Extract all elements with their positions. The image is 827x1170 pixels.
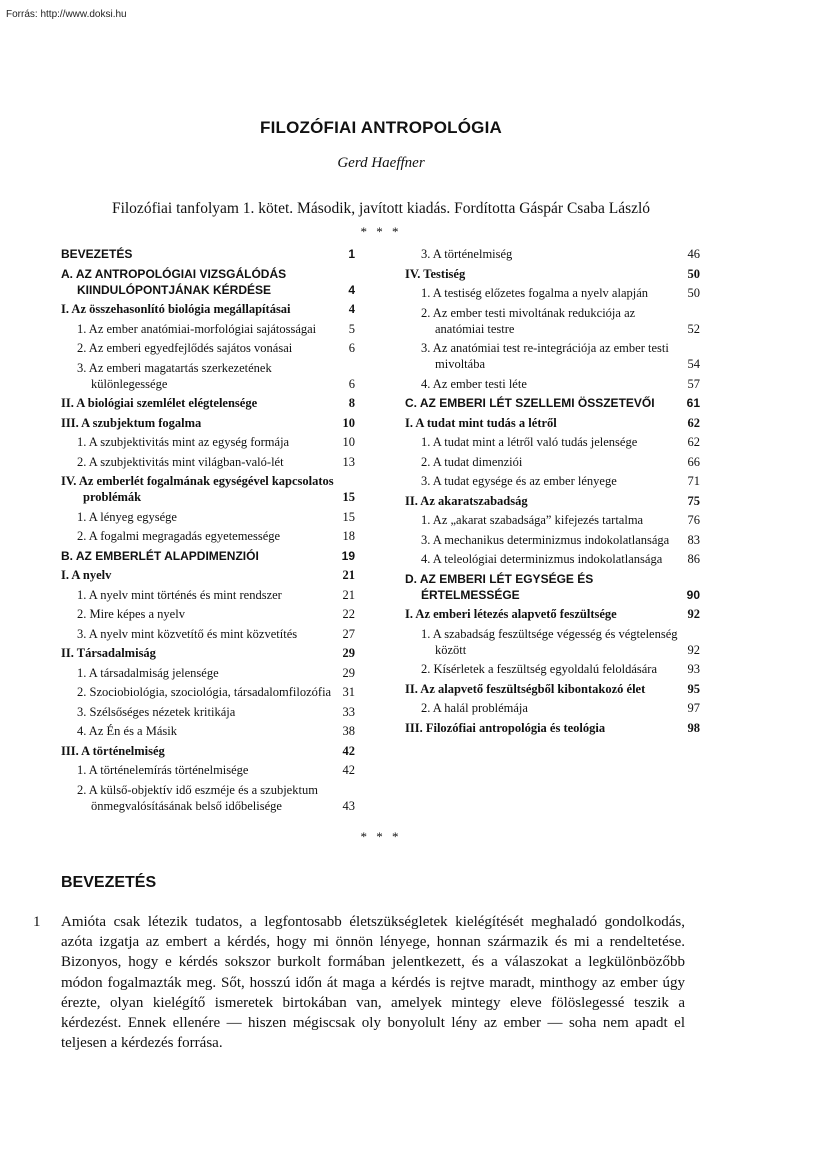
- toc-entry-label: IV. Az emberlét fogalmának egységével kapcsolatos problémák: [61, 474, 334, 504]
- toc-entry-page: 13: [342, 454, 355, 469]
- toc-entry-label: BEVEZETÉS: [61, 247, 133, 261]
- toc-entry-label: 1. A szubjektivitás mint az egység formája: [77, 435, 290, 449]
- toc-entry[interactable]: [61, 266, 355, 298]
- toc-entry-page: 42: [342, 763, 355, 777]
- toc-entry-page: 33: [342, 704, 355, 719]
- toc-entry[interactable]: [61, 548, 355, 564]
- toc-entry-page: 62: [687, 415, 700, 430]
- toc-entry-label: 1. A tudat mint a létről való tudás jelensége: [421, 435, 638, 449]
- toc-entry[interactable]: [405, 415, 700, 431]
- toc-entry-label: 1. A társadalmiság jelensége: [77, 665, 219, 680]
- toc-entry-label: 3. A történelmiség: [421, 247, 513, 261]
- toc-entry-label: II. A biológiai szemlélet elégtelensége: [61, 396, 258, 410]
- toc-entry[interactable]: [405, 305, 700, 337]
- toc-entry-page: 4: [348, 282, 355, 297]
- toc-entry[interactable]: [405, 700, 700, 716]
- toc-entry[interactable]: [405, 720, 700, 736]
- toc-entry-page: 50: [687, 266, 700, 281]
- toc-entry[interactable]: [61, 509, 355, 525]
- toc-entry-label: 2. Mire képes a nyelv: [77, 607, 185, 621]
- toc-entry[interactable]: [405, 246, 700, 262]
- toc-entry[interactable]: [405, 681, 700, 697]
- toc-entry-page: 57: [687, 376, 700, 391]
- toc-entry-label: 2. A külső-objektív idő eszméje és a szubjektum önmegvalósításának belső időbelisége: [77, 782, 318, 813]
- toc-entry-label: A. AZ ANTROPOLÓGIAI VIZSGÁLÓDÁS KIINDULÓPONTJÁNAK KÉRDÉSE: [61, 266, 287, 297]
- toc-entry-page: 75: [687, 493, 700, 508]
- toc-entry[interactable]: [405, 532, 700, 548]
- toc-entry-page: 10: [342, 415, 355, 430]
- toc-entry[interactable]: [61, 567, 355, 583]
- toc-entry-page: 86: [687, 552, 700, 566]
- paragraph-number: 1: [33, 914, 41, 930]
- toc-entry-label: 3. A mechanikus determinizmus indokolatlansága: [421, 532, 670, 547]
- toc-entry[interactable]: [405, 340, 700, 372]
- toc-entry-label: III. Filozófiai antropológia és teológia: [405, 720, 606, 735]
- toc-entry[interactable]: [61, 606, 355, 622]
- toc-entry[interactable]: [61, 704, 355, 720]
- toc-entry-page: 46: [687, 247, 700, 261]
- toc-entry-page: 21: [342, 587, 355, 602]
- toc-entry[interactable]: [61, 321, 355, 337]
- toc-entry-label: C. AZ EMBERI LÉT SZELLEMI ÖSSZETEVŐI: [405, 396, 655, 410]
- toc-entry-page: 31: [342, 685, 355, 699]
- toc-entry-label: I. A nyelv: [61, 568, 112, 582]
- toc-entry[interactable]: [405, 661, 700, 677]
- toc-entry-label: 2. Kísérletek a feszültség egyoldalú feloldására: [421, 662, 658, 676]
- toc-entry-page: 29: [342, 665, 355, 680]
- toc-entry-label: 1. Az ember anatómiai-morfológiai sajátosságai: [77, 321, 317, 336]
- body-paragraph: Amióta csak létezik tudatos, a legfontosabb életszükségletek kielégítését meghaladó gondolkodás, azóta izgatja az embert a kérdés, hogy mi önnön lényege, honnan származik és mi a rendeltetése. Bizonyos, hogy e kérdés sokszor burkolt formában jelentkezett, és a válaszokat a legkülönbözőbb módon fogalmazták meg. Sőt, hosszú időn át maga a kérdés is rejtve maradt, minthogy az ember úgy érezte, olyan kielégítő ismeretek birtokában van, amelyek mintegy eleve fölöslegessé teszik a kérdezést. Ennek ellenére — hiszen mégiscsak oly bonyolult lény az ember — soha nem apadt el teljesen a kérdezés forrása.: [61, 914, 685, 1052]
- toc-entry[interactable]: [61, 360, 355, 392]
- toc-entry-label: B. AZ EMBERLÉT ALAPDIMENZIÓI: [61, 548, 259, 563]
- toc-entry-label: 2. A halál problémája: [421, 701, 528, 715]
- toc-entry-page: 97: [687, 701, 700, 715]
- toc-entry-page: 83: [687, 532, 700, 547]
- toc-entry[interactable]: [61, 528, 355, 544]
- toc-entry-page: 95: [687, 681, 700, 696]
- toc-entry[interactable]: [405, 395, 700, 411]
- toc-entry-label: IV. Testiség: [405, 266, 466, 281]
- toc-entry[interactable]: [61, 473, 355, 505]
- toc-entry[interactable]: [405, 376, 700, 392]
- toc-entry-label: II. Az alapvető feszültségből kibontakozó élet: [405, 681, 646, 696]
- toc-entry-label: I. Az összehasonlító biológia megállapításai: [61, 302, 291, 316]
- toc-entry[interactable]: [61, 415, 355, 431]
- section-heading: BEVEZETÉS: [61, 874, 157, 891]
- toc-entry-label: 2. Szociobiológia, szociológia, társadalomfilozófia: [77, 685, 332, 699]
- toc-entry-page: 6: [348, 376, 355, 391]
- toc-entry-page: 21: [342, 568, 355, 582]
- toc-entry-label: 2. A fogalmi megragadás egyetemessége: [77, 529, 281, 543]
- toc-entry-page: 8: [348, 396, 355, 410]
- toc-entry-page: 10: [342, 435, 355, 449]
- toc-entry[interactable]: [61, 340, 355, 356]
- toc-entry-page: 29: [342, 646, 355, 660]
- toc-entry-page: 66: [687, 454, 700, 469]
- author: Gerd Haeffner: [337, 155, 425, 171]
- source-label[interactable]: Forrás: http://www.doksi.hu: [6, 9, 127, 20]
- toc-entry-label: 3. A tudat egysége és az ember lényege: [421, 474, 617, 488]
- toc-entry-page: 54: [687, 357, 700, 371]
- toc-entry-page: 93: [687, 662, 700, 676]
- toc-entry[interactable]: [61, 684, 355, 700]
- toc-entry-label: II. Az akaratszabadság: [405, 493, 528, 508]
- subtitle: Filozófiai tanfolyam 1. kötet. Második, javított kiadás. Fordította Gáspár Csaba László: [111, 200, 651, 217]
- toc-entry-label: 2. A szubjektivitás mint világban-való-lét: [77, 454, 284, 469]
- toc-entry[interactable]: [61, 434, 355, 450]
- toc-entry[interactable]: [61, 454, 355, 470]
- separator-bottom: * * *: [360, 829, 402, 844]
- toc-entry-label: 1. A nyelv mint történés és mint rendszer: [77, 587, 282, 602]
- toc-entry-page: 61: [686, 396, 700, 410]
- toc-entry-label: 4. Az ember testi léte: [421, 376, 527, 391]
- toc-left-column: [61, 246, 355, 817]
- toc-entry[interactable]: [405, 434, 700, 450]
- toc-right-column: [405, 246, 700, 739]
- toc-entry[interactable]: [61, 246, 355, 262]
- toc-entry[interactable]: [405, 473, 700, 489]
- toc-entry[interactable]: [61, 587, 355, 603]
- toc-entry-page: 52: [687, 321, 700, 336]
- toc-entry-page: 43: [342, 798, 355, 813]
- toc-entry-page: 15: [342, 509, 355, 524]
- toc-entry-page: 50: [687, 286, 700, 300]
- toc-entry[interactable]: [61, 626, 355, 642]
- toc-entry-label: III. A történelmiség: [61, 743, 165, 758]
- toc-entry-page: 71: [687, 474, 700, 488]
- toc-entry[interactable]: [405, 551, 700, 567]
- toc-entry[interactable]: [405, 266, 700, 282]
- toc-entry-page: 19: [341, 548, 355, 563]
- toc-entry-label: III. A szubjektum fogalma: [61, 415, 202, 430]
- toc-entry[interactable]: [61, 395, 355, 411]
- toc-entry-label: I. A tudat mint tudás a létről: [405, 415, 557, 430]
- toc-entry-label: 3. Szélsőséges nézetek kritikája: [77, 704, 236, 719]
- toc-entry-page: 76: [687, 513, 700, 527]
- toc-entry-page: 5: [348, 321, 355, 336]
- toc-entry-label: 4. A teleológiai determinizmus indokolatlansága: [421, 552, 663, 566]
- toc-entry-label: 2. Az ember testi mivoltának redukciója az anatómiai testre: [421, 305, 636, 336]
- toc-entry[interactable]: [405, 606, 700, 622]
- toc-entry-label: 1. Az „akarat szabadsága” kifejezés tartalma: [421, 513, 644, 527]
- toc-entry-label: 1. A lényeg egysége: [77, 509, 177, 524]
- toc-entry[interactable]: [405, 626, 700, 658]
- toc-entry[interactable]: [405, 571, 700, 603]
- toc-entry-page: 92: [687, 642, 700, 657]
- toc-entry-page: 27: [342, 626, 355, 641]
- document-title: FILOZÓFIAI ANTROPOLÓGIA: [260, 118, 502, 137]
- toc-entry-label: 3. A nyelv mint közvetítő és mint közvetítés: [77, 626, 298, 641]
- toc-entry-label: II. Társadalmiság: [61, 646, 156, 660]
- toc-entry-page: 92: [687, 607, 700, 621]
- toc-entry-page: 6: [348, 341, 355, 355]
- toc-entry-page: 98: [687, 720, 700, 735]
- toc-entry[interactable]: [61, 301, 355, 317]
- toc-entry-page: 18: [342, 529, 355, 543]
- toc-entry[interactable]: [405, 512, 700, 528]
- toc-entry[interactable]: [61, 645, 355, 661]
- toc-entry[interactable]: [61, 723, 355, 739]
- toc-entry[interactable]: [405, 493, 700, 509]
- toc-entry[interactable]: [61, 782, 355, 814]
- separator-top: * * *: [360, 224, 402, 239]
- toc-entry-page: 62: [687, 435, 700, 449]
- toc-entry-label: 1. A testiség előzetes fogalma a nyelv alapján: [421, 286, 649, 300]
- toc-entry-label: 1. A szabadság feszültsége végesség és végtelenség között: [421, 626, 678, 657]
- toc-entry-label: 2. A tudat dimenziói: [421, 454, 523, 469]
- toc-entry-page: 15: [342, 490, 355, 504]
- toc-entry-page: 1: [348, 247, 355, 261]
- toc-entry-label: 2. Az emberi egyedfejlődés sajátos vonásai: [77, 341, 293, 355]
- toc-entry-label: 1. A történelemírás történelmisége: [77, 763, 249, 777]
- toc-entry[interactable]: [61, 762, 355, 778]
- toc-entry-label: D. AZ EMBERI LÉT EGYSÉGE ÉS ÉRTELMESSÉGE: [405, 571, 594, 602]
- toc-entry[interactable]: [61, 743, 355, 759]
- toc-entry-page: 22: [342, 607, 355, 621]
- toc-entry[interactable]: [405, 454, 700, 470]
- toc-entry-label: 3. Az anatómiai test re-integrációja az ember testi mivoltába: [421, 341, 669, 371]
- toc-entry-label: 4. Az Én és a Másik: [77, 724, 177, 738]
- toc-entry[interactable]: [405, 285, 700, 301]
- toc-entry-page: 38: [342, 724, 355, 738]
- toc-entry-label: I. Az emberi létezés alapvető feszültsége: [405, 607, 617, 621]
- toc-entry[interactable]: [61, 665, 355, 681]
- toc-entry-page: 90: [686, 587, 700, 602]
- toc-entry-page: 42: [342, 743, 355, 758]
- toc-entry-label: 3. Az emberi magatartás szerkezetének különlegessége: [77, 360, 272, 391]
- toc-entry-page: 4: [348, 302, 355, 316]
